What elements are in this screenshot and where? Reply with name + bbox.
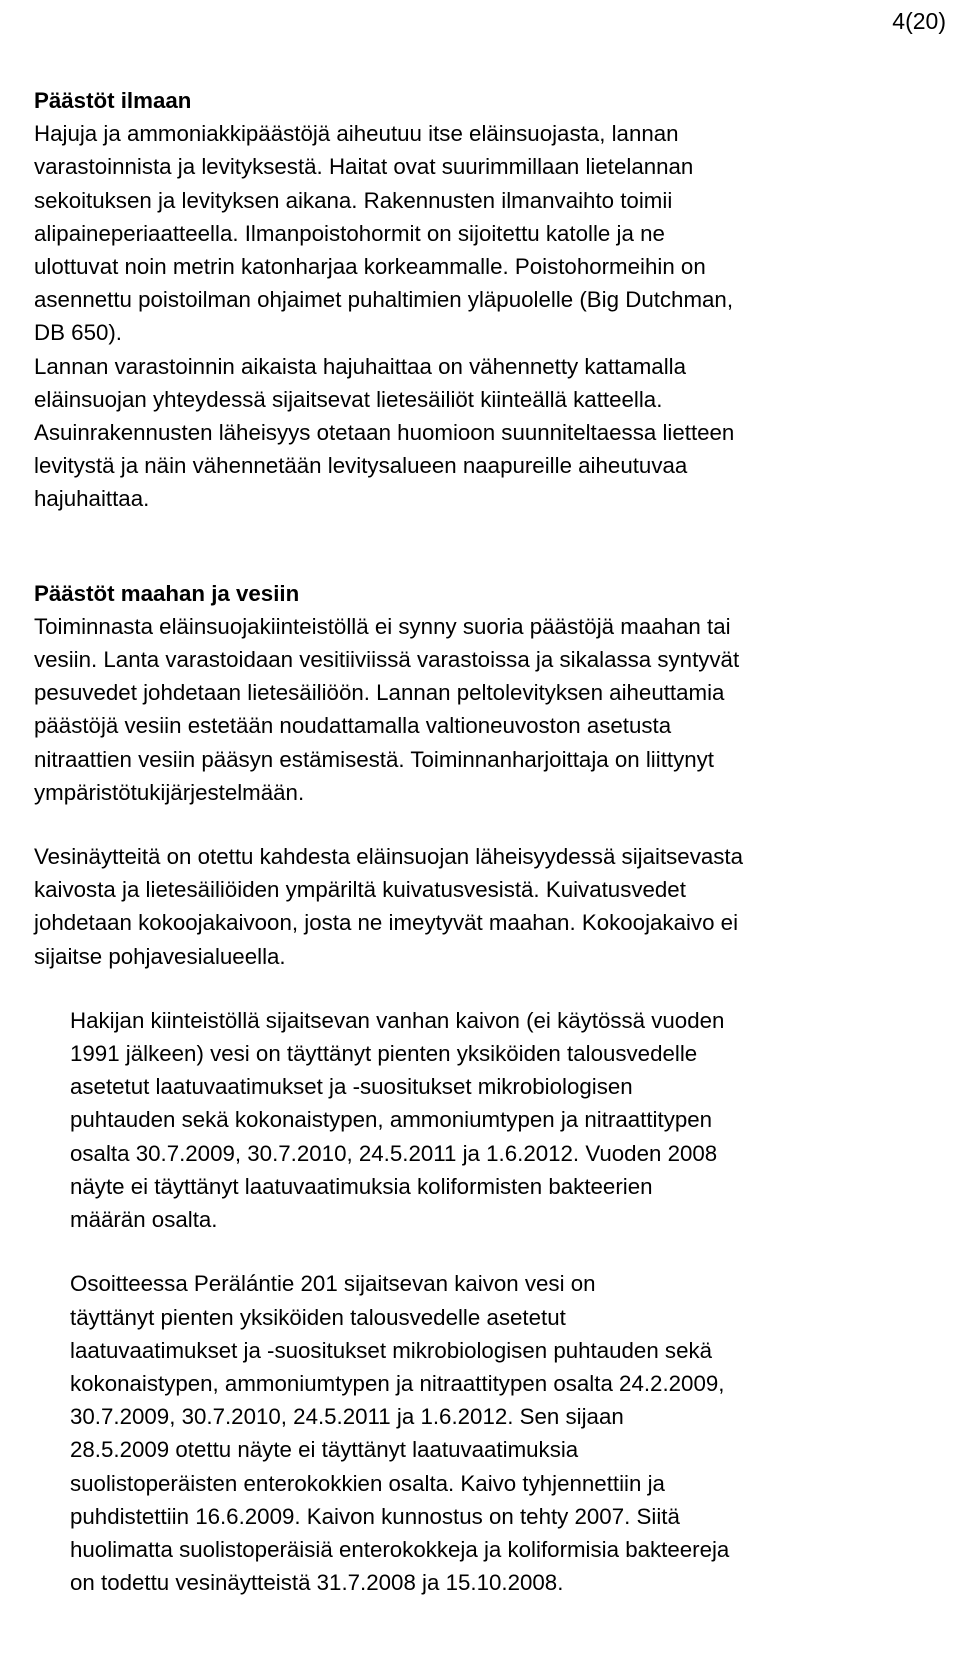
section-water-samples bbox=[34, 840, 944, 973]
section-air-emissions bbox=[34, 84, 944, 516]
text-line: johdetaan kokoojakaivoon, josta ne imeytyvät maahan. Kokoojakaivo ei bbox=[34, 910, 739, 936]
text-line: Vesinäytteitä on otettu kahdesta eläinsuojan läheisyydessä sijaitsevasta bbox=[34, 844, 743, 870]
text-line: 28.5.2009 otettu näyte ei täyttänyt laatuvaatimuksia bbox=[70, 1437, 579, 1463]
text-line: päästöjä vesiin estetään noudattamalla valtioneuvoston asetusta bbox=[34, 713, 672, 739]
text-line: ympäristötukijärjestelmään. bbox=[34, 779, 305, 805]
text-line: on todettu vesinäytteistä 31.7.2008 ja 15.10.2008. bbox=[70, 1570, 564, 1596]
text-line: ulottuvat noin metrin katonharjaa korkeammalle. Poistohormeihin on bbox=[34, 254, 706, 280]
text-line: alipaineperiaatteella. Ilmanpoistohormit on sijoitettu katolle ja ne bbox=[34, 220, 665, 246]
text-line: sijaitse pohjavesialueella. bbox=[34, 943, 286, 969]
text-line: Hajuja ja ammoniakkipäästöjä aiheutuu itse eläinsuojasta, lannan bbox=[34, 121, 679, 147]
text-line: osalta 30.7.2009, 30.7.2010, 24.5.2011 ja 1.6.2012. Vuoden 2008 bbox=[70, 1140, 718, 1166]
text-line: asetetut laatuvaatimukset ja -suositukset mikrobiologisen bbox=[70, 1074, 633, 1100]
section-soil-water-emissions bbox=[34, 577, 944, 809]
text-line: Osoitteessa Perälántie 201 sijaitsevan kaivon vesi on bbox=[70, 1271, 596, 1297]
text-line: DB 650). bbox=[34, 320, 122, 346]
text-line: 1991 jälkeen) vesi on täyttänyt pienten yksiköiden talousvedelle bbox=[70, 1041, 698, 1067]
text-line: puhtauden sekä kokonaistypen, ammoniumtypen ja nitraattitypen bbox=[70, 1107, 713, 1133]
section-heading: Päästöt maahan ja vesiin bbox=[34, 580, 300, 606]
text-line: hajuhaittaa. bbox=[34, 486, 150, 512]
text-line: suolistoperäisten enterokokkien osalta. Kaivo tyhjennettiin ja bbox=[70, 1470, 665, 1496]
text-line: määrän osalta. bbox=[70, 1207, 218, 1233]
text-line: varastoinnista ja levityksestä. Haitat ovat suurimmillaan lietelannan bbox=[34, 154, 694, 180]
text-line: Hakijan kiinteistöllä sijaitsevan vanhan kaivon (ei käytössä vuoden bbox=[70, 1007, 725, 1033]
text-line: nitraattien vesiin pääsyn estämisestä. Toiminnanharjoittaja on liittynyt bbox=[34, 746, 715, 772]
document-body bbox=[34, 84, 944, 1599]
text-line: eläinsuojan yhteydessä sijaitsevat lietesäiliöt kiinteällä katteella. bbox=[34, 386, 663, 412]
section-peralantie-well bbox=[70, 1267, 944, 1599]
text-line: täyttänyt pienten yksiköiden talousvedelle asetetut bbox=[70, 1304, 566, 1330]
text-line: laatuvaatimukset ja -suositukset mikrobiologisen puhtauden sekä bbox=[70, 1337, 713, 1363]
section-heading: Päästöt ilmaan bbox=[34, 88, 192, 113]
text-line: kokonaistypen, ammoniumtypen ja nitraattitypen osalta 24.2.2009, bbox=[70, 1370, 725, 1396]
text-line: puhdistettiin 16.6.2009. Kaivon kunnostus on tehty 2007. Siitä bbox=[70, 1503, 680, 1529]
text-line: 30.7.2009, 30.7.2010, 24.5.2011 ja 1.6.2012. Sen sijaan bbox=[70, 1404, 624, 1430]
text-line: sekoituksen ja levityksen aikana. Rakennusten ilmanvaihto toimii bbox=[34, 187, 673, 213]
section-old-well bbox=[70, 1004, 944, 1236]
text-line: huolimatta suolistoperäisiä enterokokkeja ja koliformisia bakteereja bbox=[70, 1536, 730, 1562]
text-line: levitystä ja näin vähennetään levitysalueen naapureille aiheutuvaa bbox=[34, 453, 688, 479]
text-line: kaivosta ja lietesäiliöiden ympäriltä kuivatusvesistä. Kuivatusvedet bbox=[34, 877, 686, 903]
text-line: Asuinrakennusten läheisyys otetaan huomioon suunniteltaessa lietteen bbox=[34, 420, 735, 446]
text-line: asennettu poistoilman ohjaimet puhaltimien yläpuolelle (Big Dutchman, bbox=[34, 287, 734, 313]
text-line: Toiminnasta eläinsuojakiinteistöllä ei synny suoria päästöjä maahan tai bbox=[34, 613, 731, 639]
text-line: näyte ei täyttänyt laatuvaatimuksia koliformisten bakteerien bbox=[70, 1173, 653, 1199]
text-line: pesuvedet johdetaan lietesäiliöön. Lannan peltolevityksen aiheuttamia bbox=[34, 680, 725, 706]
page-number: 4(20) bbox=[892, 8, 946, 34]
text-line: Lannan varastoinnin aikaista hajuhaittaa on vähennetty kattamalla bbox=[34, 353, 687, 379]
text-line: vesiin. Lanta varastoidaan vesitiiviissä varastoissa ja sikalassa syntyvät bbox=[34, 647, 740, 673]
